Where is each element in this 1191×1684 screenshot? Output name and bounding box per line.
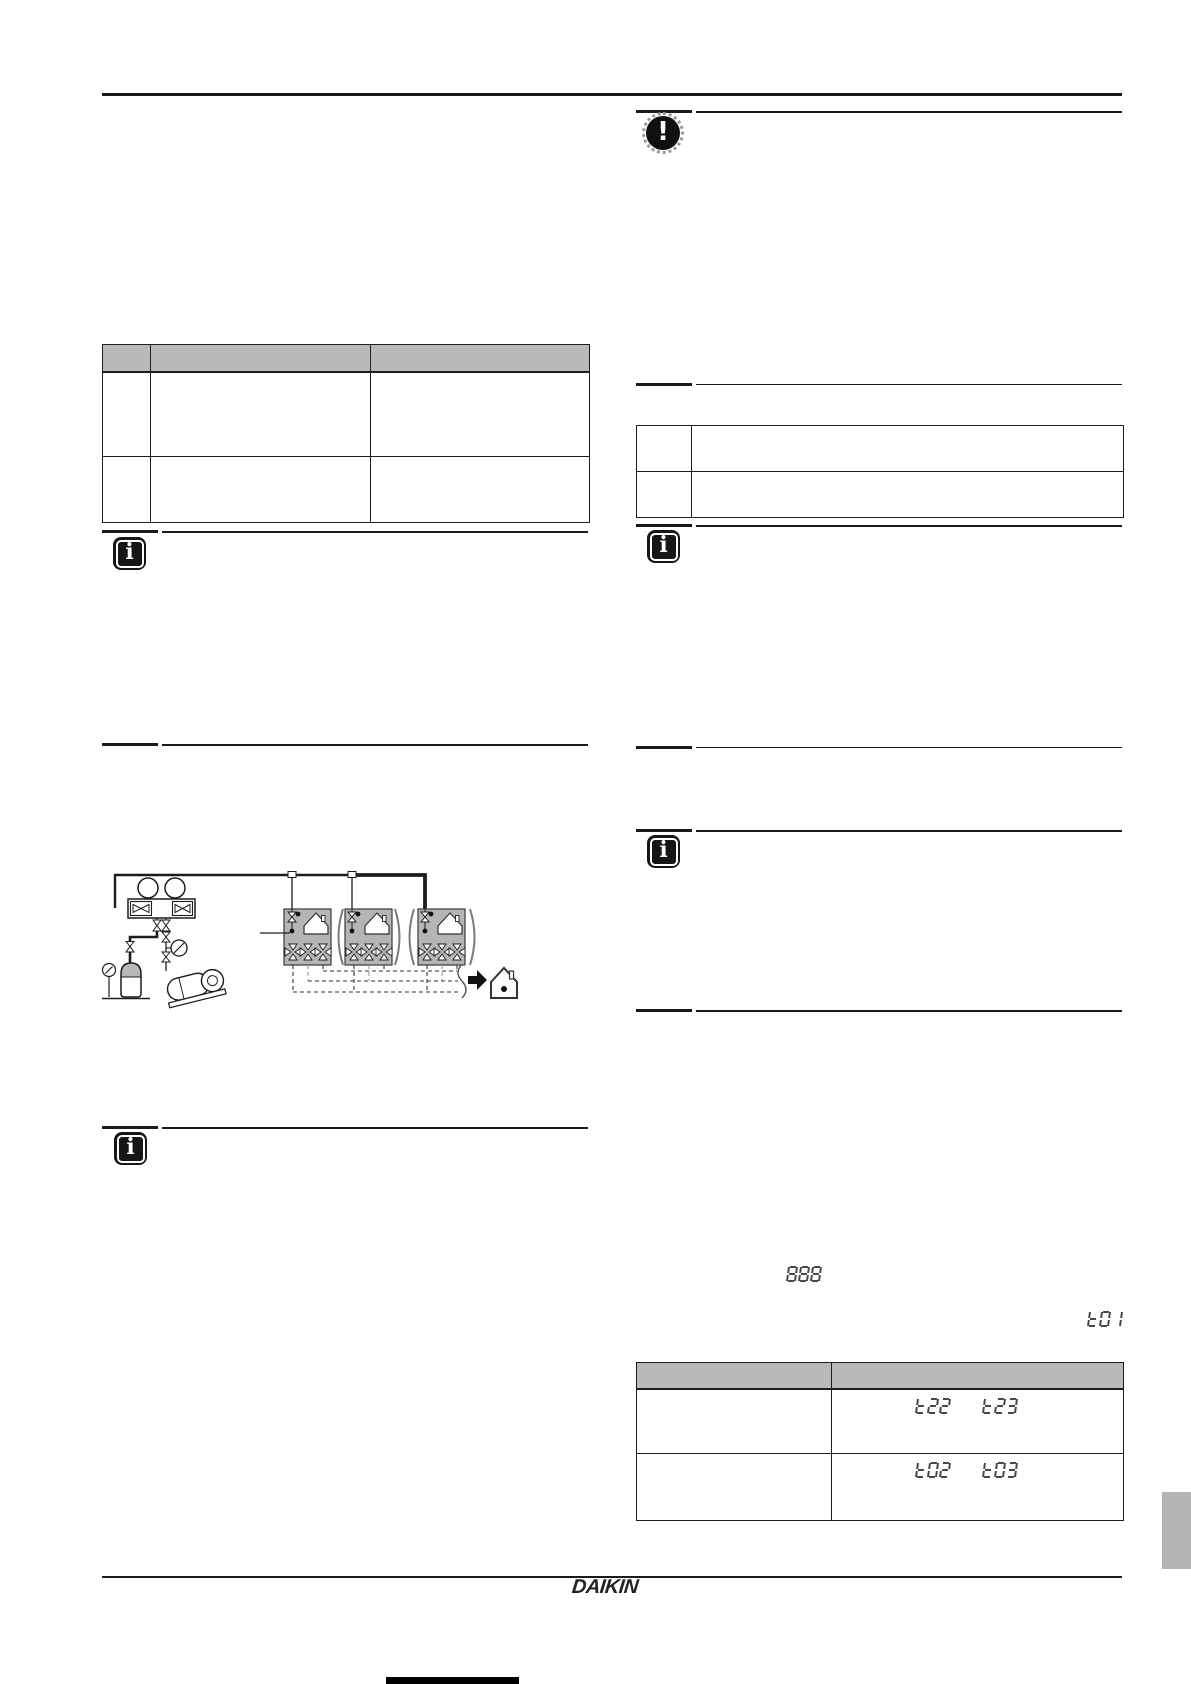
pipe-thick	[352, 875, 425, 909]
table-cell	[151, 372, 371, 457]
table-header-cell	[637, 1363, 832, 1389]
segment-display-t22	[915, 1398, 951, 1414]
table-cell	[832, 1389, 1124, 1454]
segment-display-t23	[982, 1398, 1018, 1414]
parenthesis	[470, 909, 475, 965]
daikin-logo: DAIKIN	[570, 1576, 640, 1598]
information-icon	[647, 530, 680, 563]
segment-char	[939, 1398, 951, 1414]
table-cell	[832, 1454, 1124, 1521]
section-rule	[636, 383, 1122, 387]
table-cell	[637, 472, 692, 518]
pipe-break-squiggle	[458, 964, 466, 998]
parenthesis	[410, 909, 415, 965]
tee-connector	[288, 872, 296, 878]
information-icon	[114, 1132, 147, 1165]
segment-char	[994, 1462, 1006, 1478]
info-icon-glyph: i	[126, 1134, 135, 1160]
segment-display-t03	[982, 1462, 1018, 1478]
pressure-gauge-icon	[138, 878, 158, 898]
section-rule	[102, 1126, 588, 1130]
segment-char	[982, 1398, 994, 1414]
information-icon	[647, 835, 680, 868]
section-rule	[636, 1009, 1122, 1013]
info-icon-glyph: i	[659, 532, 668, 558]
section-rule	[102, 530, 588, 534]
table-cell	[103, 457, 151, 523]
table-cell	[637, 1389, 832, 1454]
pressure-gauge-icon	[165, 878, 185, 898]
caution-icon-glyph: !	[657, 117, 669, 147]
segment-char	[810, 1266, 822, 1282]
segment-char	[915, 1398, 927, 1414]
segment-char	[982, 1462, 994, 1478]
table-cell	[371, 457, 590, 523]
segment-char	[927, 1462, 939, 1478]
segment-char	[1006, 1398, 1018, 1414]
segment-char	[1099, 1311, 1111, 1327]
segment-char	[939, 1462, 951, 1478]
tee-connector	[348, 872, 356, 878]
table-cell	[692, 472, 1124, 518]
table-header-cell	[103, 345, 151, 372]
table-header-cell	[832, 1363, 1124, 1389]
section-rule	[102, 743, 588, 747]
information-icon	[113, 537, 146, 570]
field-piping-dashed	[293, 965, 460, 992]
section-rule	[636, 110, 1122, 114]
segment-char	[798, 1266, 810, 1282]
segment-char	[915, 1462, 927, 1478]
table-cell	[637, 426, 692, 472]
table-header-cell	[371, 345, 590, 372]
vacuum-pump-icon	[163, 967, 227, 1007]
top-rule	[102, 93, 1122, 96]
table-cell	[692, 426, 1124, 472]
service-port-dot	[290, 929, 295, 934]
segment-char	[927, 1398, 939, 1414]
section-rule	[636, 524, 1122, 528]
segment-char	[1087, 1311, 1099, 1327]
segment-display-t01	[1087, 1311, 1123, 1327]
parenthesis	[339, 909, 344, 965]
table-cell	[637, 1454, 832, 1521]
table-cell	[103, 372, 151, 457]
segment-char	[1006, 1462, 1018, 1478]
section-rule	[636, 746, 1122, 750]
info-icon-glyph: i	[659, 837, 668, 863]
section-rule	[636, 829, 1122, 833]
page-edge-tab-marker	[1162, 1492, 1191, 1569]
right-codes-table	[636, 1362, 1124, 1521]
segment-char	[1111, 1311, 1123, 1327]
segment-display-888	[786, 1266, 822, 1282]
segment-display-t02	[915, 1462, 951, 1478]
info-icon-glyph: i	[125, 539, 134, 565]
segment-char	[994, 1398, 1006, 1414]
print-registration-mark	[386, 1677, 519, 1684]
charge-line	[130, 931, 157, 941]
left-comparison-table	[102, 344, 590, 523]
arrow-right-icon	[468, 970, 487, 990]
table-cell	[371, 372, 590, 457]
parenthesis	[395, 909, 400, 965]
refrigerant-charging-diagram	[100, 845, 560, 1010]
table-header-cell	[151, 345, 371, 372]
table-cell	[151, 457, 371, 523]
caution-icon	[646, 116, 680, 150]
right-steps-table	[636, 425, 1124, 518]
segment-char	[786, 1266, 798, 1282]
